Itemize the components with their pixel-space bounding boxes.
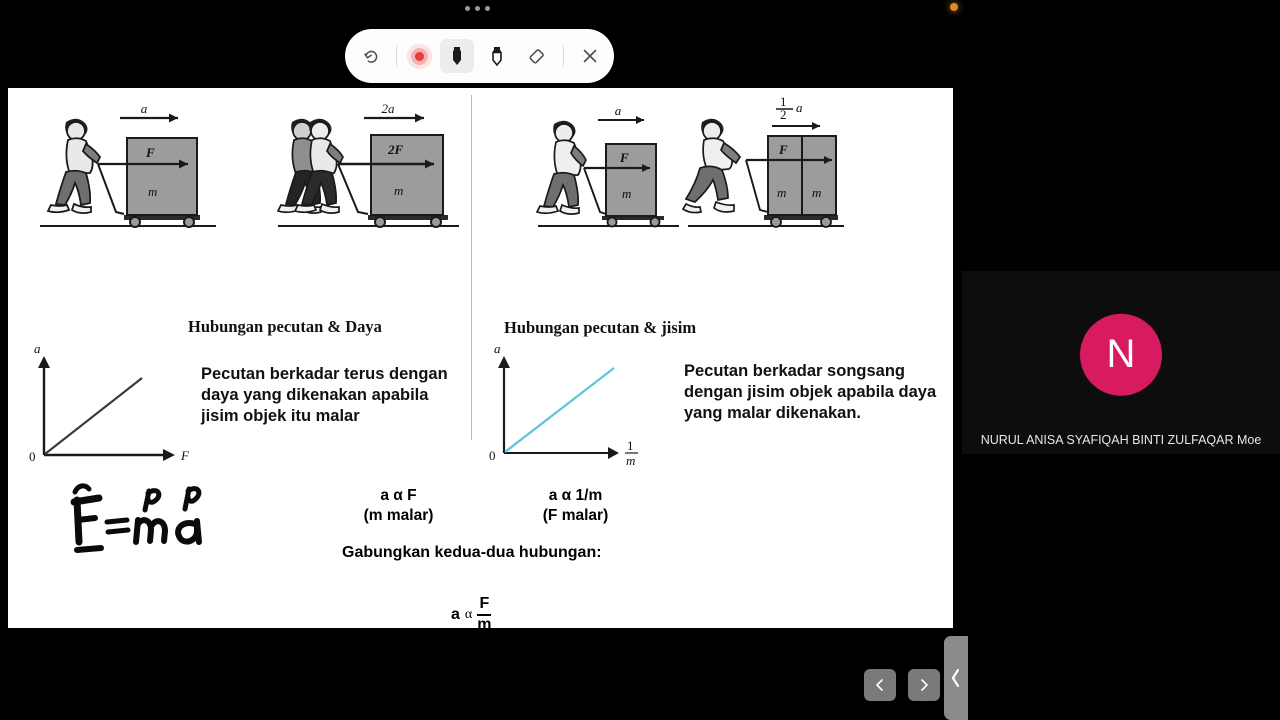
pen-marker-icon [446, 44, 468, 68]
figure-man-pushing-single-mass [536, 104, 681, 237]
chevron-left-icon [872, 677, 888, 693]
chevron-right-icon [916, 677, 932, 693]
svg-text:1: 1 [780, 94, 787, 109]
relation-right-condition: (F malar) [542, 507, 609, 524]
toolbar-separator [396, 45, 397, 67]
svg-text:m: m [394, 183, 404, 198]
svg-text:F: F [779, 142, 788, 157]
fraction-f-over-m [477, 596, 491, 634]
description-right-panel: Pecutan berkadar songsang dengan jisim objek apabila daya yang malar dikenakan. [684, 362, 937, 422]
svg-text:a: a [614, 103, 622, 118]
combined-relation [451, 596, 491, 634]
recording-status-dot [950, 3, 958, 11]
figure-man-pushing-double-mass [686, 96, 846, 238]
chevron-left-icon [949, 667, 963, 689]
annotation-toolbar [345, 29, 614, 83]
svg-text:a: a [796, 100, 803, 115]
undo-button[interactable] [353, 39, 387, 73]
svg-text:F: F [146, 145, 155, 160]
eraser-icon [526, 45, 548, 67]
fraction-denominator: m [477, 615, 492, 633]
combine-heading: Gabungkan kedua-dua hubungan: [342, 544, 602, 561]
highlighter-marker-icon [486, 44, 508, 68]
drag-dot [465, 6, 470, 11]
chart-origin-label: 0 [489, 448, 496, 463]
handwritten-annotation-f-equals-ma [63, 476, 233, 561]
chart-y-axis-label: a [494, 341, 501, 356]
combined-relation-lead: a [451, 605, 460, 623]
figure-two-men-pushing-cart [276, 102, 461, 237]
figure-one-man-pushing-cart [38, 102, 218, 237]
chart-x-axis-numerator: 1 [627, 438, 634, 453]
proportional-symbol: α [464, 606, 473, 622]
close-x-icon [580, 46, 600, 66]
relation-left [326, 486, 471, 526]
toolbar-separator [563, 45, 564, 67]
previous-slide-button[interactable] [864, 669, 896, 701]
avatar: N [1080, 313, 1162, 395]
relation-right-expression: a α 1/m [548, 487, 603, 504]
svg-text:2: 2 [780, 107, 787, 122]
record-dot-icon [415, 52, 424, 61]
record-button[interactable] [403, 39, 437, 73]
chart-acceleration-vs-inverse-mass [486, 340, 661, 470]
chart-x-axis-denominator: m [626, 453, 636, 468]
panel-divider [471, 95, 472, 440]
svg-text:F: F [620, 150, 629, 165]
svg-text:a: a [140, 101, 148, 116]
highlighter-button[interactable] [480, 39, 514, 73]
pen-button[interactable] [440, 39, 474, 73]
svg-text:m: m [812, 185, 822, 200]
fraction-numerator: F [477, 596, 491, 616]
conclusion-text: Maka: F α ma [422, 666, 524, 683]
chart-acceleration-vs-force [24, 340, 214, 470]
close-button[interactable] [573, 39, 607, 73]
svg-text:2a: 2a [381, 101, 395, 116]
chart-line-series [505, 368, 614, 452]
undo-arrow-icon [360, 46, 380, 66]
svg-text:m: m [148, 184, 158, 199]
svg-text:m: m [622, 186, 632, 201]
svg-text:2F: 2F [388, 142, 404, 157]
participant-video-tile[interactable] [962, 271, 1280, 454]
chart-x-axis-label: F [181, 448, 189, 463]
drag-dot [475, 6, 480, 11]
presentation-slide[interactable] [8, 88, 953, 683]
participant-name: NURUL ANISA SYAFIQAH BINTI ZULFAQAR Moe [980, 433, 1262, 447]
next-slide-button[interactable] [908, 669, 940, 701]
relation-left-condition: (m malar) [363, 507, 434, 524]
caption-left-panel: Hubungan pecutan & Daya [188, 317, 382, 336]
svg-text:m: m [777, 185, 787, 200]
chart-origin-label: 0 [29, 449, 36, 464]
caption-right-panel: Hubungan pecutan & jisim [504, 318, 697, 337]
relation-right [503, 486, 648, 526]
relation-left-expression: a α F [380, 487, 417, 504]
chart-line-series [45, 378, 142, 454]
drag-dot [485, 6, 490, 11]
chart-y-axis-label: a [34, 341, 41, 356]
description-left-panel: Pecutan berkadar terus dengan daya yang dikenakan apabila jisim objek itu malar [201, 365, 448, 425]
eraser-button[interactable] [520, 39, 554, 73]
toolbar-drag-handle[interactable] [465, 6, 490, 11]
collapse-panel-button[interactable] [944, 636, 968, 720]
